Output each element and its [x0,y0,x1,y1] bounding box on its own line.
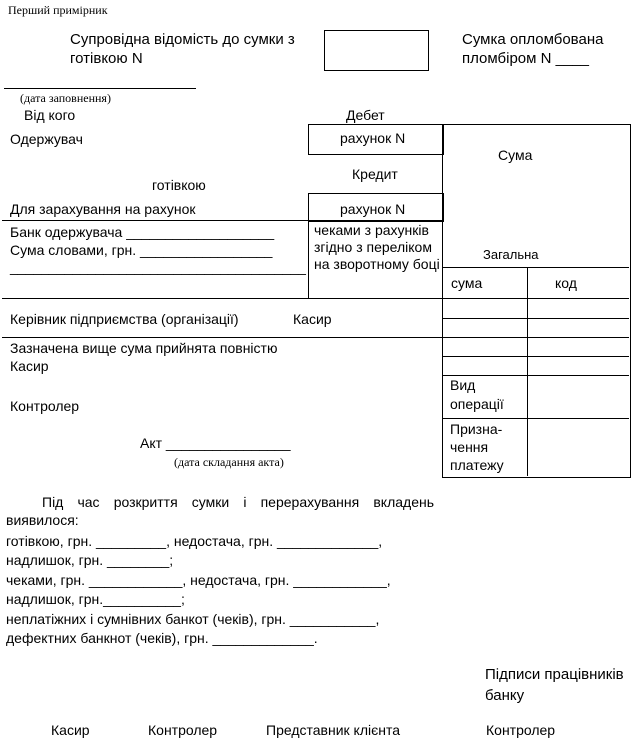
opening-intro: Під час розкриття сумки і перерахування вкладень виявилося: [6,494,434,528]
form-title: Супровідна відомість до сумки з [70,31,295,48]
doubtful-banknotes-line[interactable]: неплатіжних і сумнівних банкот (чеків), грн. ___________, [6,611,380,627]
cashier-label: Касир [293,311,332,327]
cheques-text: чеками з рахунків згідно з переліком на зворотному боці [314,222,440,272]
fill-date-line[interactable] [4,88,196,89]
sum-header: Сума [498,147,533,163]
debit-account-label: рахунок N [340,130,406,146]
payment-purpose-label: Призна-чення платежу [450,421,504,473]
sum-row-line [442,298,629,299]
sum-row-line [442,337,629,338]
copy-label: Перший примірник [8,3,108,17]
act-date-field[interactable]: Акт ________________ [140,435,291,451]
accepted-label: Зазначена вище сума прийнята повністю [10,340,278,356]
defective-banknotes-line[interactable]: дефектних банкнот (чеків), грн. _____________. [6,630,318,646]
sum-row-line [442,318,629,319]
bag-number-box[interactable] [324,30,429,71]
sum-row-line [442,418,629,419]
debit-label: Дебет [346,107,385,123]
cash-result-line[interactable]: готівкою, грн. _________, недостача, грн. _____________, [6,533,383,549]
recipient-bank-field[interactable]: Банк одержувача ___________________ [10,224,275,240]
controller-label: Контролер [10,398,80,414]
cashier2-label: Касир [10,358,49,374]
sum-header-divider [442,267,629,268]
form-title-line2: готівкою N [70,50,143,67]
sealed-label: Сумка опломбована [462,31,604,48]
sum-row-line [442,356,629,357]
credit-to-label: Для зарахування на рахунок [10,201,196,217]
sum-words-line2[interactable]: ______________________________________ [10,259,306,275]
cheque-surplus-line[interactable]: надлишок, грн.__________; [6,591,185,607]
credit-account-label: рахунок N [340,201,406,217]
sum-words-field[interactable]: Сума словами, грн. _________________ [10,242,273,258]
operation-type-label: Вид операції [450,377,504,412]
act-caption: (дата складання акта) [174,455,284,469]
manager-label: Керівник підприємства (організації) [10,311,239,327]
fill-date-caption: (дата заповнення) [20,91,111,105]
credit-label: Кредит [352,166,398,182]
section-divider [2,298,442,299]
code-column-header: код [555,275,577,291]
section-divider [2,220,442,221]
recipient-label: Одержувач [10,131,83,147]
total-label: Загальна [483,247,539,262]
section-divider [2,337,442,338]
signature-controller: Контролер [148,722,218,738]
bank-signatures-label: Підписи працівників банку [485,666,624,704]
signature-controller-2: Контролер [486,722,556,738]
from-label: Від кого [24,107,76,123]
seal-number-label: пломбіром N ____ [462,50,589,67]
cash-label: готівкою [152,177,206,193]
signature-cashier: Касир [51,722,90,738]
cheques-divider [308,220,309,298]
cheque-result-line[interactable]: чеками, грн. ____________, недостача, грн. ____________, [6,572,391,588]
sum-column-header: сума [451,275,483,291]
cash-surplus-line[interactable]: надлишок, грн. ________; [6,552,174,568]
signature-client-rep: Представник клієнта [266,722,401,738]
